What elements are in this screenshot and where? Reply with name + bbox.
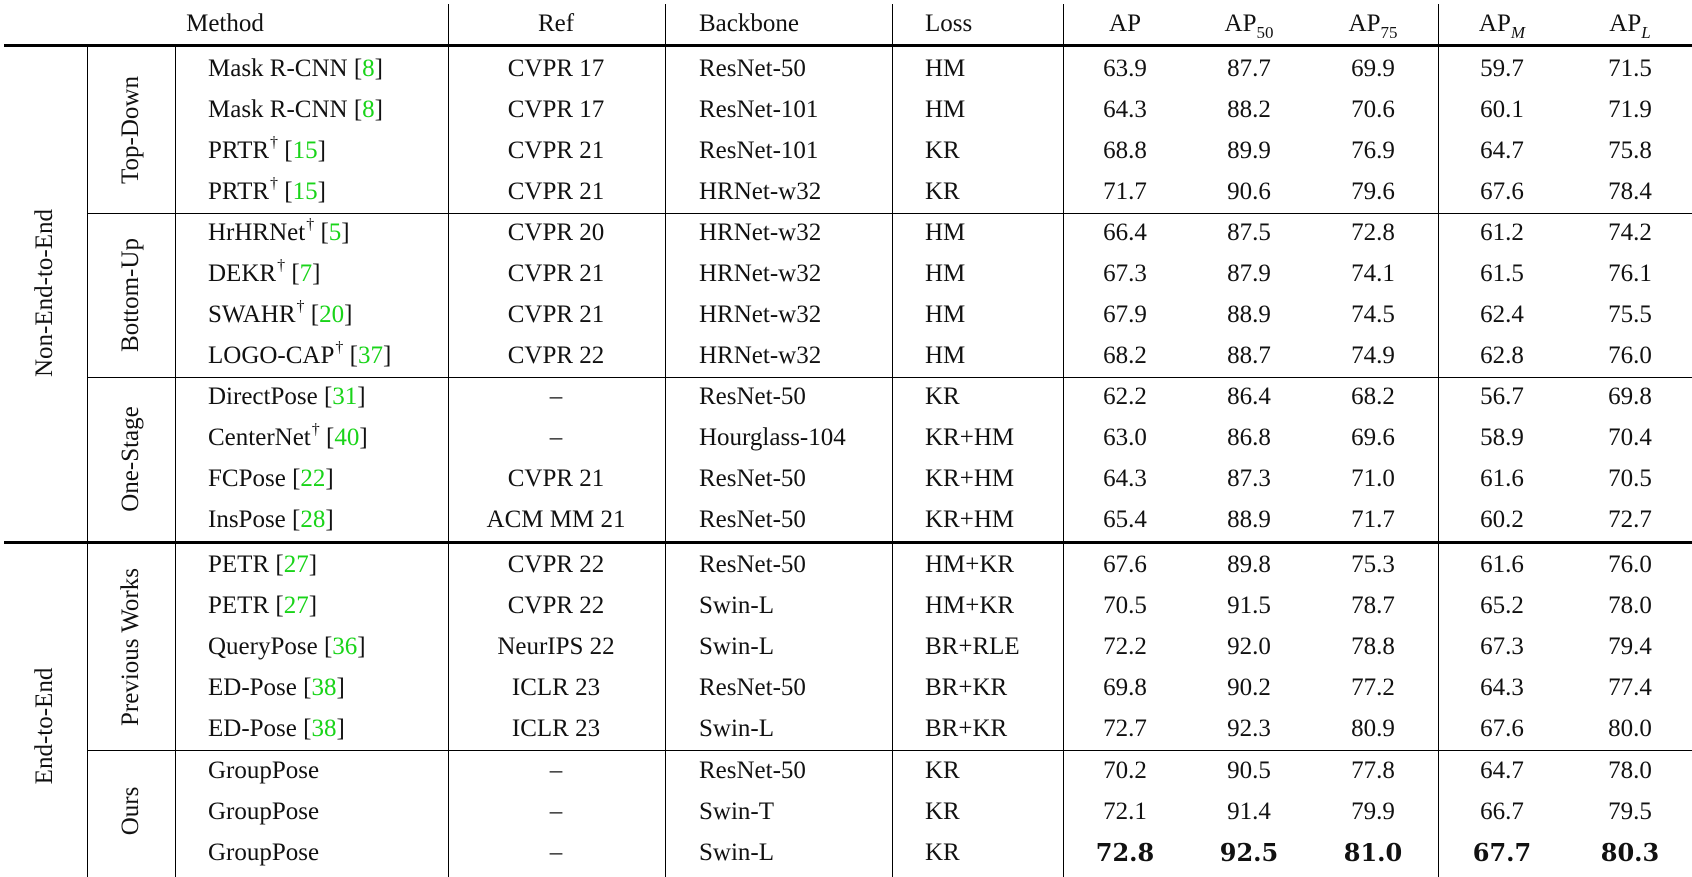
apm-cell: 64.3 (1480, 674, 1524, 701)
ap50-cell: 89.9 (1227, 137, 1271, 164)
method-cell (208, 751, 443, 791)
apm-cell: 67.6 (1480, 178, 1524, 205)
loss-cell: KR (925, 798, 960, 825)
citation-link[interactable]: 38 (311, 715, 337, 742)
backbone-cell: ResNet-50 (699, 383, 806, 410)
backbone-cell: ResNet-50 (699, 551, 806, 578)
citation-link[interactable]: 28 (300, 506, 326, 533)
header-method: Method (186, 10, 264, 37)
apm-cell: 61.5 (1480, 260, 1524, 287)
backbone-cell: Hourglass-104 (699, 424, 846, 451)
method-name: PRTR (208, 137, 270, 164)
ap-cell: 72.2 (1103, 633, 1147, 660)
citation-link[interactable]: 37 (357, 342, 383, 369)
loss-cell: KR+HM (925, 424, 1015, 451)
method-cell: InsPose [28] (208, 506, 334, 533)
header-apm: $AP_M$ (1478, 10, 1526, 42)
apl-cell: 75.8 (1608, 137, 1652, 164)
vrule-ap75 (1438, 4, 1439, 877)
loss-cell: KR (925, 137, 960, 164)
ap-cell: 72.7 (1103, 715, 1147, 742)
backbone-cell: Swin-L (699, 592, 774, 619)
ap50-cell: 87.3 (1227, 465, 1271, 492)
ap-cell: 69.8 (1103, 674, 1147, 701)
method-cell: Mask R-CNN [8] (208, 96, 383, 123)
ref-cell: CVPR 17 (507, 96, 605, 123)
apm-cell: 61.2 (1480, 219, 1524, 246)
backbone-cell: HRNet-w32 (699, 260, 822, 287)
ap75-cell: 78.8 (1351, 633, 1395, 660)
backbone-cell: Swin-L (699, 839, 774, 866)
group-label-top-down: Top-Down (117, 76, 144, 184)
citation-link[interactable]: 31 (332, 383, 358, 410)
loss-cell: KR+HM (925, 465, 1015, 492)
backbone-cell: ResNet-50 (699, 55, 806, 82)
ap75-cell: 76.9 (1351, 137, 1395, 164)
ap75-cell: 71.0 (1351, 465, 1395, 492)
header-ap50: $AP_{50}$ (1224, 10, 1274, 42)
ref-cell: CVPR 22 (507, 592, 605, 619)
apm-cell: 61.6 (1480, 465, 1524, 492)
method-cell: FCPose [22] (208, 465, 334, 492)
loss-cell: HM+KR (925, 551, 1015, 578)
ap75-cell: 77.2 (1351, 674, 1395, 701)
group-label-one-stage: One-Stage (117, 406, 144, 512)
method-cell: DEKR† [7] (208, 257, 321, 287)
method-name: Mask R-CNN (208, 55, 348, 82)
dagger-mark: † (277, 257, 286, 274)
apl-cell: 78.0 (1608, 757, 1652, 784)
ref-cell: – (549, 383, 563, 410)
ap-cell: 63.9 (1103, 55, 1147, 82)
citation-link[interactable]: 8 (362, 96, 375, 123)
dagger-mark: † (335, 339, 344, 356)
ref-cell: NeurIPS 22 (497, 633, 615, 660)
apm-cell: 61.6 (1480, 551, 1524, 578)
loss-cell: KR (925, 383, 960, 410)
ap50-cell: 92.3 (1227, 715, 1271, 742)
ap75-cell: 69.6 (1351, 424, 1395, 451)
dagger-mark: † (311, 421, 320, 438)
ap75-cell: 72.8 (1351, 219, 1395, 246)
apm-cell: 67.6 (1480, 715, 1524, 742)
group-label-non-end-to-end: Non-End-to-End (31, 208, 58, 378)
apl-cell: 80.0 (1608, 715, 1652, 742)
backbone-cell: ResNet-101 (699, 96, 819, 123)
ap50-cell: 90.6 (1227, 178, 1271, 205)
method-name: LOGO-CAP (208, 342, 335, 369)
backbone-cell: ResNet-50 (699, 757, 806, 784)
apm-cell: 60.2 (1480, 506, 1524, 533)
ref-cell: CVPR 17 (507, 55, 605, 82)
method-cell: PRTR† [15] (208, 134, 326, 164)
apm-cell: 58.9 (1480, 424, 1524, 451)
header-apl: $AP_L$ (1609, 10, 1651, 42)
apm-cell: 62.4 (1480, 301, 1524, 328)
dagger-mark: † (306, 216, 315, 233)
apl-cell: 74.2 (1608, 219, 1652, 246)
ap-cell: 62.2 (1103, 383, 1147, 410)
vrule-inner (175, 47, 176, 877)
ap-cell: 71.7 (1103, 178, 1147, 205)
apl-cell: 75.5 (1608, 301, 1652, 328)
ref-cell: CVPR 20 (507, 219, 605, 246)
method-cell: ED-Pose [38] (208, 674, 345, 701)
method-cell: PETR [27] (208, 592, 318, 619)
backbone-cell: Swin-L (699, 633, 774, 660)
citation-link[interactable]: 8 (362, 55, 375, 82)
ap50-cell: 87.7 (1227, 55, 1271, 82)
apm-cell: 62.8 (1480, 342, 1524, 369)
dagger-mark: † (270, 175, 279, 192)
ref-cell: ICLR 23 (511, 715, 601, 742)
ap75-cell: 74.5 (1351, 301, 1395, 328)
apl-cell: 80.3 (1600, 838, 1660, 867)
apm-cell: 59.7 (1480, 55, 1524, 82)
citation-link[interactable]: 7 (299, 260, 313, 287)
citation-link[interactable]: 27 (283, 592, 309, 619)
ref-cell: CVPR 21 (507, 178, 605, 205)
apl-cell: 78.0 (1608, 592, 1652, 619)
method-cell: ED-Pose [38] (208, 715, 345, 742)
group-label-previous-works: Previous Works (117, 568, 144, 726)
vrule-backbone (892, 4, 893, 877)
method-cell: LOGO-CAP† [37] (208, 339, 392, 369)
ref-cell: ACM MM 21 (486, 506, 626, 533)
apm-cell: 66.7 (1480, 798, 1524, 825)
ap75-cell: 78.7 (1351, 592, 1395, 619)
header-loss: Loss (925, 10, 973, 37)
loss-cell: HM+KR (925, 592, 1015, 619)
citation-link[interactable]: 5 (328, 219, 342, 246)
loss-cell: KR (925, 839, 960, 866)
ap75-cell: 81.0 (1343, 838, 1403, 867)
backbone-cell: Swin-T (699, 798, 774, 825)
citation-link[interactable]: 40 (334, 424, 360, 451)
ap75-cell: 79.9 (1351, 798, 1395, 825)
apl-cell: 70.4 (1608, 424, 1652, 451)
loss-cell: BR+KR (925, 674, 1008, 701)
method-name: Mask R-CNN (208, 96, 348, 123)
ap-cell: 64.3 (1103, 96, 1147, 123)
ap-cell: 70.2 (1103, 757, 1147, 784)
header-ap75: $AP_{75}$ (1348, 10, 1398, 42)
method-name: QueryPose (208, 633, 318, 660)
vrule-outer (87, 47, 88, 877)
method-name: FCPose (208, 465, 286, 492)
vrule-loss (1063, 4, 1064, 877)
ap-cell: 65.4 (1103, 506, 1147, 533)
apm-cell: 65.2 (1480, 592, 1524, 619)
method-cell: HrHRNet† [5] (208, 216, 350, 246)
apl-cell: 76.1 (1608, 260, 1652, 287)
citation-link[interactable]: 15 (292, 137, 318, 164)
ref-cell: – (549, 798, 563, 825)
citation-link[interactable]: 20 (319, 301, 345, 328)
apm-cell: 67.7 (1472, 838, 1532, 867)
ap50-cell: 91.5 (1227, 592, 1271, 619)
ap75-cell: 70.6 (1351, 96, 1395, 123)
ap75-cell: 80.9 (1351, 715, 1395, 742)
ap75-cell: 74.9 (1351, 342, 1395, 369)
loss-cell: KR+HM (925, 506, 1015, 533)
method-cell (208, 833, 443, 873)
loss-cell: HM (925, 55, 966, 82)
ref-cell: – (549, 424, 563, 451)
ap50-cell: 88.9 (1227, 506, 1271, 533)
ap75-cell: 71.7 (1351, 506, 1395, 533)
ap50-cell: 86.4 (1227, 383, 1271, 410)
ref-cell: CVPR 21 (507, 301, 605, 328)
ap75-cell: 68.2 (1351, 383, 1395, 410)
loss-cell: HM (925, 96, 966, 123)
header-ap: AP (1109, 10, 1141, 37)
apl-cell: 71.9 (1608, 96, 1652, 123)
group-label-end-to-end: End-to-End (31, 667, 58, 785)
citation-link[interactable]: 27 (283, 551, 309, 578)
dagger-mark: † (296, 298, 305, 315)
ap-cell: 72.8 (1095, 838, 1155, 867)
apm-cell: 64.7 (1480, 137, 1524, 164)
ap75-cell: 75.3 (1351, 551, 1395, 578)
method-cell: CenterNet† [40] (208, 421, 368, 451)
ap50-cell: 92.5 (1219, 838, 1279, 867)
apl-cell: 71.5 (1608, 55, 1652, 82)
ref-cell: CVPR 21 (507, 465, 605, 492)
ref-cell: CVPR 21 (507, 260, 605, 287)
apm-cell: 60.1 (1480, 96, 1524, 123)
method-cell: PRTR† [15] (208, 175, 326, 205)
method-cell (208, 792, 443, 832)
header-backbone: Backbone (699, 10, 799, 37)
loss-cell: HM (925, 342, 966, 369)
ap50-cell: 89.8 (1227, 551, 1271, 578)
dagger-mark: † (270, 134, 279, 151)
backbone-cell: ResNet-101 (699, 137, 819, 164)
backbone-cell: HRNet-w32 (699, 342, 822, 369)
ap50-cell: 88.2 (1227, 96, 1271, 123)
loss-cell: HM (925, 260, 966, 287)
ap-cell: 66.4 (1103, 219, 1147, 246)
vrule-method (448, 4, 449, 877)
ap-cell: 64.3 (1103, 465, 1147, 492)
method-cell: QueryPose [36] (208, 633, 366, 660)
method-name: GroupPose (208, 839, 320, 866)
backbone-cell: Swin-L (699, 715, 774, 742)
ref-cell: ICLR 23 (511, 674, 601, 701)
ap-cell: 67.3 (1103, 260, 1147, 287)
method-name: DEKR (208, 260, 277, 287)
method-name: GroupPose (208, 798, 320, 825)
ap50-cell: 88.7 (1227, 342, 1271, 369)
header-ref: Ref (537, 10, 575, 37)
apl-cell: 69.8 (1608, 383, 1652, 410)
method-name: InsPose (208, 506, 286, 533)
ap50-cell: 90.2 (1227, 674, 1271, 701)
ap50-cell: 86.8 (1227, 424, 1271, 451)
group-label-ours: Ours (117, 786, 144, 836)
method-name: DirectPose (208, 383, 318, 410)
method-cell: Mask R-CNN [8] (208, 55, 383, 82)
loss-cell: BR+KR (925, 715, 1008, 742)
loss-cell: HM (925, 219, 966, 246)
apl-cell: 76.0 (1608, 342, 1652, 369)
ap-cell: 72.1 (1103, 798, 1147, 825)
backbone-cell: HRNet-w32 (699, 219, 822, 246)
ap-cell: 68.2 (1103, 342, 1147, 369)
apm-cell: 67.3 (1480, 633, 1524, 660)
method-name: GroupPose (208, 757, 320, 784)
ref-cell: – (549, 839, 563, 866)
apm-cell: 64.7 (1480, 757, 1524, 784)
ap-cell: 70.5 (1103, 592, 1147, 619)
ap-cell: 67.9 (1103, 301, 1147, 328)
citation-link[interactable]: 38 (311, 674, 337, 701)
ap75-cell: 79.6 (1351, 178, 1395, 205)
ap50-cell: 91.4 (1227, 798, 1271, 825)
citation-link[interactable]: 15 (292, 178, 318, 205)
backbone-cell: ResNet-50 (699, 506, 806, 533)
method-cell: PETR [27] (208, 551, 318, 578)
ap75-cell: 74.1 (1351, 260, 1395, 287)
loss-cell: BR+RLE (925, 633, 1020, 660)
citation-link[interactable]: 22 (300, 465, 326, 492)
ref-cell: CVPR 21 (507, 137, 605, 164)
backbone-cell: HRNet-w32 (699, 178, 822, 205)
apl-cell: 77.4 (1608, 674, 1652, 701)
method-name: PRTR (208, 178, 270, 205)
ap50-cell: 92.0 (1227, 633, 1271, 660)
backbone-cell: ResNet-50 (699, 674, 806, 701)
apl-cell: 70.5 (1608, 465, 1652, 492)
method-cell: DirectPose [31] (208, 383, 366, 410)
method-name: ED-Pose (208, 715, 297, 742)
loss-cell: KR (925, 178, 960, 205)
method-name: CenterNet (208, 424, 311, 451)
ref-cell: CVPR 22 (507, 342, 605, 369)
ap75-cell: 69.9 (1351, 55, 1395, 82)
method-name: ED-Pose (208, 674, 297, 701)
ap75-cell: 77.8 (1351, 757, 1395, 784)
method-cell: SWAHR† [20] (208, 298, 353, 328)
ap50-cell: 87.9 (1227, 260, 1271, 287)
apl-cell: 76.0 (1608, 551, 1652, 578)
ap-cell: 67.6 (1103, 551, 1147, 578)
apm-cell: 56.7 (1480, 383, 1524, 410)
ap-cell: 63.0 (1103, 424, 1147, 451)
ref-cell: – (549, 757, 563, 784)
loss-cell: KR (925, 757, 960, 784)
apl-cell: 79.5 (1608, 798, 1652, 825)
method-name: SWAHR (208, 301, 296, 328)
group-label-bottom-up: Bottom-Up (117, 238, 144, 352)
ref-cell: CVPR 22 (507, 551, 605, 578)
ap50-cell: 90.5 (1227, 757, 1271, 784)
backbone-cell: ResNet-50 (699, 465, 806, 492)
ap50-cell: 87.5 (1227, 219, 1271, 246)
vrule-ref (665, 4, 666, 877)
backbone-cell: HRNet-w32 (699, 301, 822, 328)
method-name: HrHRNet (208, 219, 306, 246)
loss-cell: HM (925, 301, 966, 328)
apl-cell: 72.7 (1608, 506, 1652, 533)
ap50-cell: 88.9 (1227, 301, 1271, 328)
apl-cell: 78.4 (1608, 178, 1652, 205)
citation-link[interactable]: 36 (332, 633, 358, 660)
method-name: PETR (208, 592, 270, 619)
method-name: PETR (208, 551, 270, 578)
ap-cell: 68.8 (1103, 137, 1147, 164)
apl-cell: 79.4 (1608, 633, 1652, 660)
